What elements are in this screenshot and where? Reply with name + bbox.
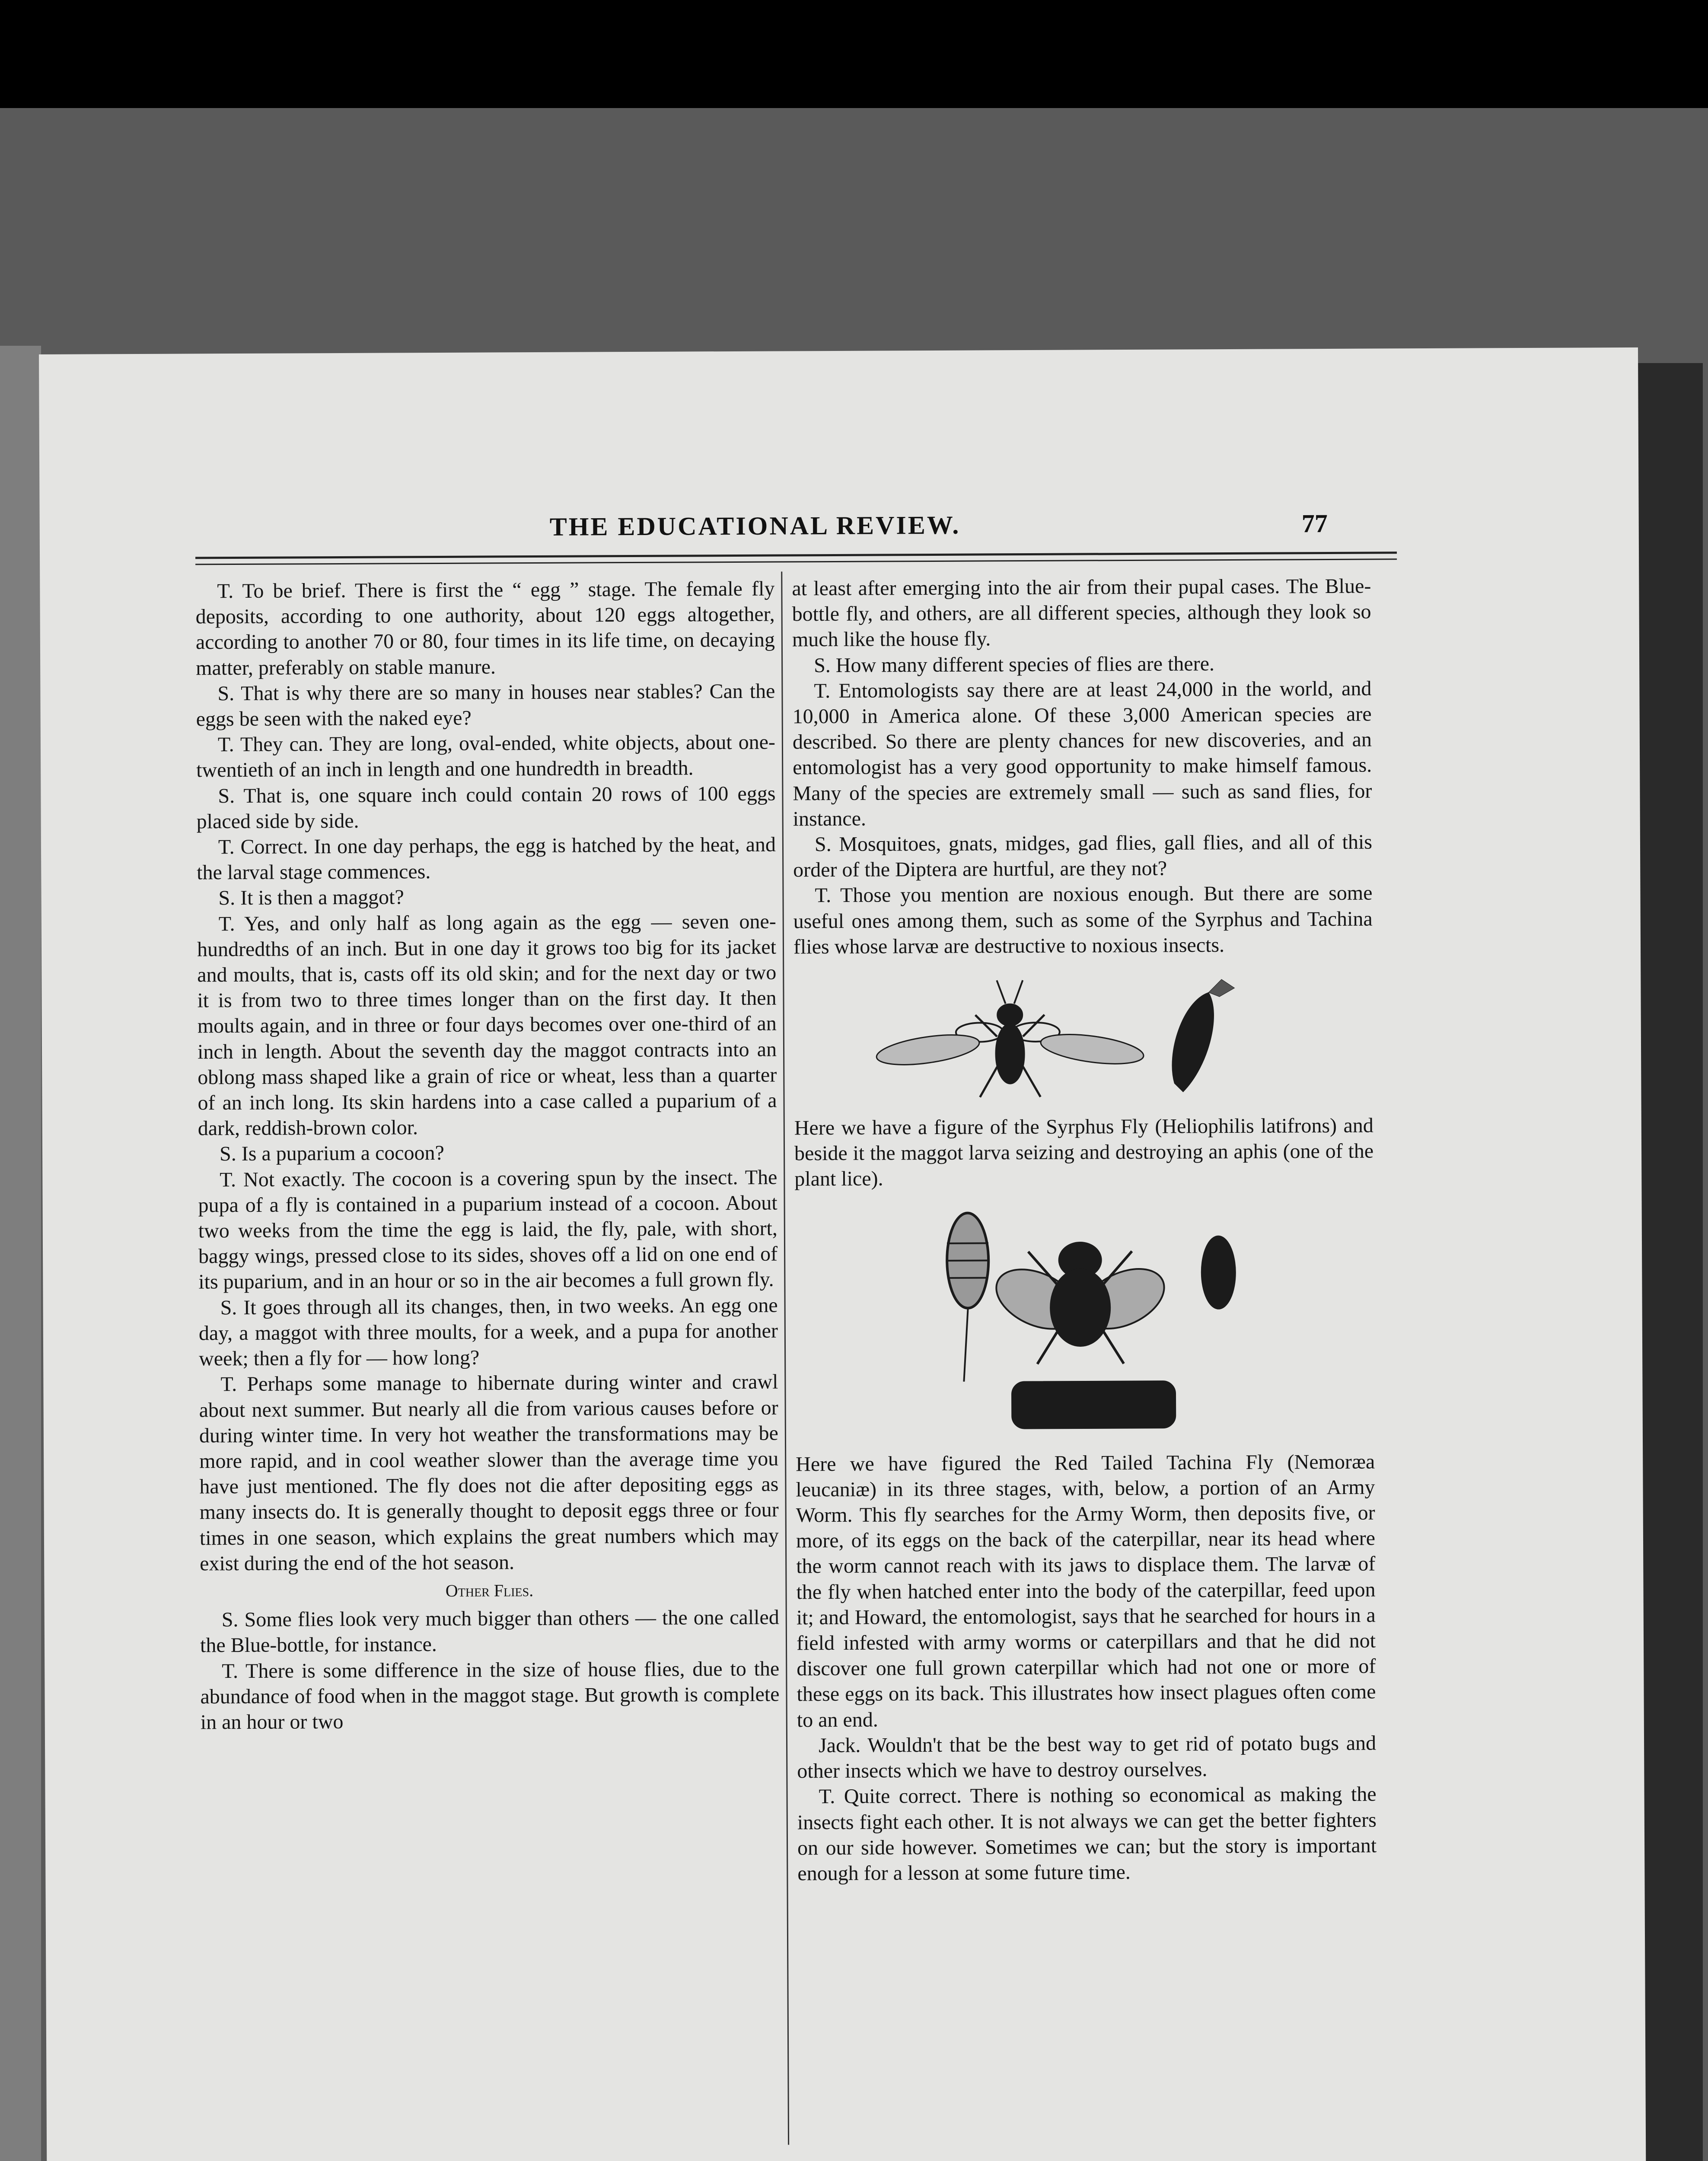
tachina-fly-figure — [795, 1198, 1375, 1443]
paragraph: S. How many different species of flies are there. — [814, 652, 1215, 677]
syrphus-fly-illustration — [793, 966, 1373, 1111]
paragraph: S. Some flies look very much bigger than others — the one called the Blue-bottle, for instance. — [200, 1606, 779, 1657]
header-rule-thin — [195, 558, 1397, 565]
syrphus-fly-figure — [793, 966, 1373, 1111]
paragraph: S. It goes through all its changes, then, in two weeks. An egg one day, a maggot with three moults, for a week, and a pupa for another week; then a fly for — how long? — [198, 1294, 778, 1371]
header-rule — [195, 551, 1397, 559]
paragraph: S. Mosquitoes, gnats, midges, gad flies, gall flies, and all of this order of the Diptera are hurtful, are they not? — [793, 830, 1373, 882]
tachina-fly-illustration — [795, 1198, 1375, 1443]
paragraph: T. Those you mention are noxious enough. But there are some useful ones among them, such as some of the Syrphus and Tachina flies whose larvæ are destructive to noxious insects. — [793, 881, 1373, 959]
paragraph: T. Correct. In one day perhaps, the egg is hatched by the heat, and the larval stage commences. — [197, 833, 776, 884]
figure-caption: Here we have figured the Red Tailed Tachina Fly (Nemoræa leucaniæ) in its three stages, with, below, a portion of an Army Worm. This fly searches for the Army Worm, then deposits five, or more, of its eggs on the back of the caterpillar, near its head where the worm cannot reach with its jaws to displace them. The larvæ of the fly when hatched enter into the body of the caterpillar, feed upon it; and Howard, the entomologist, says that he searched for hours in a field infested with army worms or caterpillars and that he did not discover one full grown caterpillar which had not one or more of these eggs on its back. This illustrates how insect plagues often come to an end. — [796, 1450, 1376, 1732]
paragraph: T. Yes, and only half as long again as the egg — seven one-hundredths of an inch. But in one day it grows too big for its jacket and moults, that is, casts off its old skin; and for the next day or two it is from two to three times longer than on the first day. It then moults again, and in three or four days becomes over one-third of an inch in length. About the seventh day the maggot contracts into an oblong mass shaped like a grain of rice or wheat, less than a quarter of an inch long. Its skin hardens into a case called a puparium of a dark, reddish-brown color. — [197, 910, 777, 1140]
running-title: THE EDUCATIONAL REVIEW. — [549, 510, 961, 541]
figure-caption: Here we have a figure of the Syrphus Fly (Heliophilis latifrons) and beside it the maggot larva seizing and destroying an aphis (one of the plant lice). — [794, 1114, 1374, 1191]
left-column — [195, 576, 780, 1735]
paragraph: T. They can. They are long, oval-ended, white objects, about one-twentieth of an inch in length and one hundredth in breadth. — [196, 730, 776, 782]
paragraph: T. To be brief. There is first the “ egg ” stage. The female fly deposits, according to one authority, about 120 eggs altogether, according to another 70 or 80, four times in its life time, on decaying matter, preferably on stable manure. — [195, 577, 775, 680]
document-page — [39, 347, 1647, 2161]
paragraph: S. It is then a maggot? — [218, 886, 404, 910]
paragraph: S. Is a puparium a cocoon? — [219, 1141, 445, 1166]
column-divider — [781, 571, 789, 2145]
paragraph: S. That is why there are so many in houses near stables? Can the eggs be seen with the naked eye? — [196, 679, 775, 731]
paragraph: T. Entomologists say there are at least 24,000 in the world, and 10,000 in America alone. Of these 3,000 American species are described. So there are plenty chances for new discoveries, and an entomologist has a very good opportunity to make himself famous. Many of the species are extremely small — such as sand flies, for instance. — [792, 677, 1372, 831]
paragraph: at least after emerging into the air from their pupal cases. The Blue-bottle fly, and others, are all different species, although they look so much like the house fly. — [792, 574, 1371, 651]
page-number: 77 — [1301, 509, 1328, 538]
paragraph: Jack. Wouldn't that be the best way to get rid of potato bugs and other insects which we have to destroy ourselves. — [797, 1731, 1377, 1783]
paragraph: T. Quite correct. There is nothing so economical as making the insects fight each other. It is not always we can get the better fighters on our side however. Sometimes we can; but the story is important enough for a lesson at some future time. — [797, 1782, 1377, 1885]
paragraph: T. Not exactly. The cocoon is a covering spun by the insect. The pupa of a fly is contained in a puparium instead of a cocoon. About two weeks from the time the egg is laid, the fly, pale, with short, baggy wings, pressed close to its sides, shoves off a lid on one end of its puparium, and in an hour or so in the air becomes a full grown fly. — [198, 1166, 778, 1294]
book-edge — [0, 346, 41, 2161]
page-header — [40, 507, 1639, 545]
section-subheading: Other Flies. — [445, 1580, 534, 1600]
paragraph: T. Perhaps some manage to hibernate during winter and crawl about next summer. But nearly all die from various causes before or during winter time. In very hot weather the transformations may be more rapid, and in cool weather slower than the average time you have just mentioned. The fly does not die after depositing eggs as many insects do. It is generally thought to deposit eggs three or four times in one season, which explains the great numbers which may exist during the end of the hot season. — [199, 1370, 779, 1575]
right-column — [792, 574, 1377, 1887]
paragraph: T. There is some difference in the size of house flies, due to the abundance of food when in the maggot stage. But growth is complete in an hour or two — [200, 1657, 780, 1734]
paragraph: S. That is, one square inch could contain 20 rows of 100 eggs placed side by side. — [196, 782, 776, 833]
